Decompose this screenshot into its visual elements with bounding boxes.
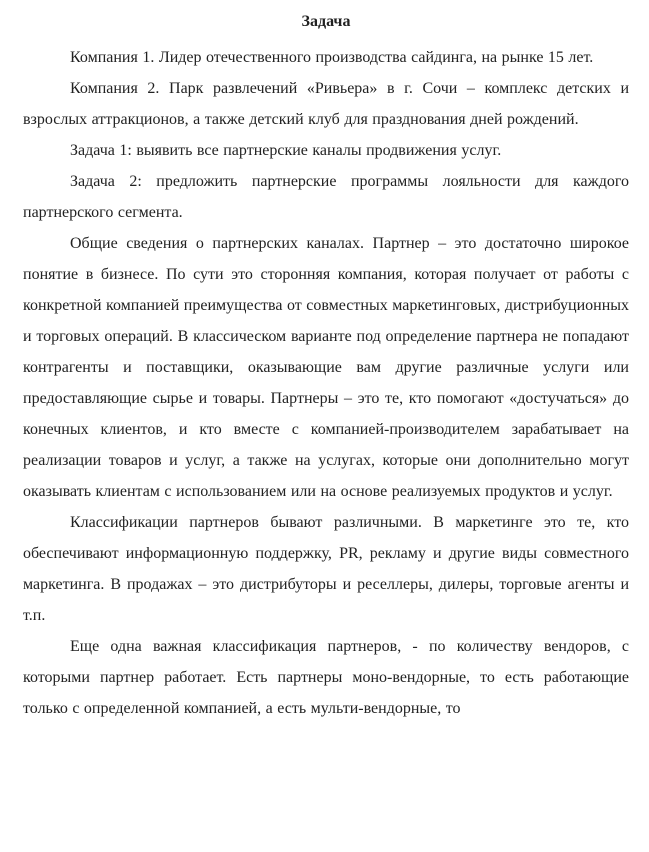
document-title: Задача	[301, 13, 351, 30]
paragraph-partner-channels: Общие сведения о партнерских каналах. Партнер – это достаточно широкое понятие в бизнесе. По сути это сторонняя компания, которая получает от работы с конкретной компанией преимущества от совместных маркетинговых, дистрибуционных и торговых операций. В классическом варианте под определение партнера не попадают контрагенты и поставщики, оказывающие вам другие различные услуги или предоставляющие сырье и товары. Партнеры – это те, кто помогают «достучаться» до конечных клиентов, и кто вместе с компанией-производителем зарабатывает на реализации товаров и услуг, а также на услугах, которые они дополнительно могут оказывать клиентам с использованием или на основе реализуемых продуктов и услуг.	[23, 235, 629, 500]
paragraph-vendor-classification: Еще одна важная классификация партнеров, - по количеству вендоров, с которыми партнер работает. Есть партнеры моно-вендорные, то есть работающие только с определенной компанией, а есть мульти-вендорные, то	[23, 638, 629, 717]
paragraph-task-1: Задача 1: выявить все партнерские каналы продвижения услуг.	[70, 142, 502, 159]
paragraph-company-2: Компания 2. Парк развлечений «Ривьера» в г. Сочи – комплекс детских и взрослых аттракционов, а также детский клуб для празднования дней рождений.	[23, 80, 629, 128]
paragraph-partner-classification: Классификации партнеров бывают различными. В маркетинге это те, кто обеспечивают информационную поддержку, PR, рекламу и другие виды совместного маркетинга. В продажах – это дистрибуторы и реселлеры, дилеры, торговые агенты и т.п.	[23, 514, 629, 624]
paragraph-task-2: Задача 2: предложить партнерские программы лояльности для каждого партнерского сегмента.	[23, 173, 629, 221]
paragraph-company-1: Компания 1. Лидер отечественного производства сайдинга, на рынке 15 лет.	[70, 49, 594, 66]
